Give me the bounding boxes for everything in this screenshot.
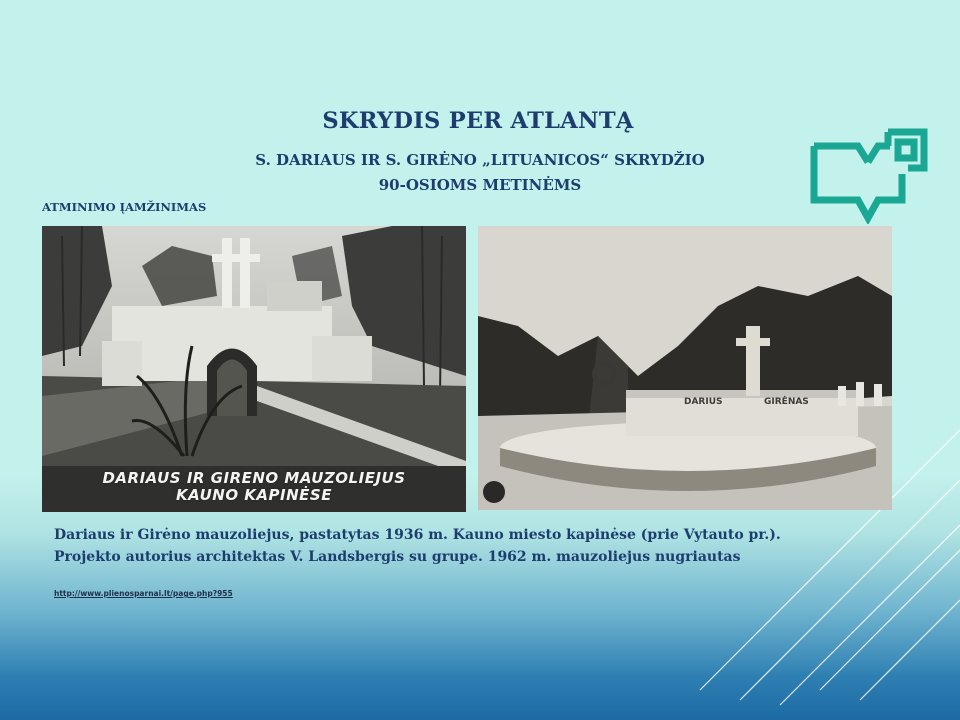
mausoleum-photo-right <box>478 226 892 510</box>
slide-title: SKRYDIS PER ATLANTĄ <box>322 108 634 134</box>
photo-left-caption-line-2: KAUNO KAPINĖSE <box>176 486 332 504</box>
caption-line-1: Dariaus ir Girėno mauzoliejus, pastatytas 1936 m. Kauno miesto kapinėse (prie Vytauto pr.). <box>54 527 781 543</box>
slide-subtitle <box>150 148 810 198</box>
memorial-image <box>478 226 892 510</box>
photo-left-caption-line-1: DARIAUS IR GIRENO MAUZOLIEJUS <box>102 469 406 487</box>
mausoleum-photo-left <box>42 226 466 512</box>
source-link[interactable]: http://www.plienosparnai.lt/page.php?955 <box>54 589 233 598</box>
plaque-left-text: DARIUS <box>684 397 723 407</box>
plaque-right-text: GIRĖNAS <box>764 397 809 407</box>
open-book-icon <box>808 124 928 224</box>
caption-line-2: Projekto autorius architektas V. Landsbergis su grupe. 1962 m. mauzoliejus nugriautas <box>54 549 741 565</box>
section-label: ATMINIMO ĮAMŽINIMAS <box>42 200 207 214</box>
photo-left-caption <box>42 470 466 504</box>
subtitle-line-1: S. DARIAUS IR S. GIRĖNO „LITUANICOS“ SKRYDŽIO <box>255 151 705 169</box>
photo-caption <box>54 524 934 568</box>
subtitle-line-2: 90-OSIOMS METINĖMS <box>378 176 582 194</box>
